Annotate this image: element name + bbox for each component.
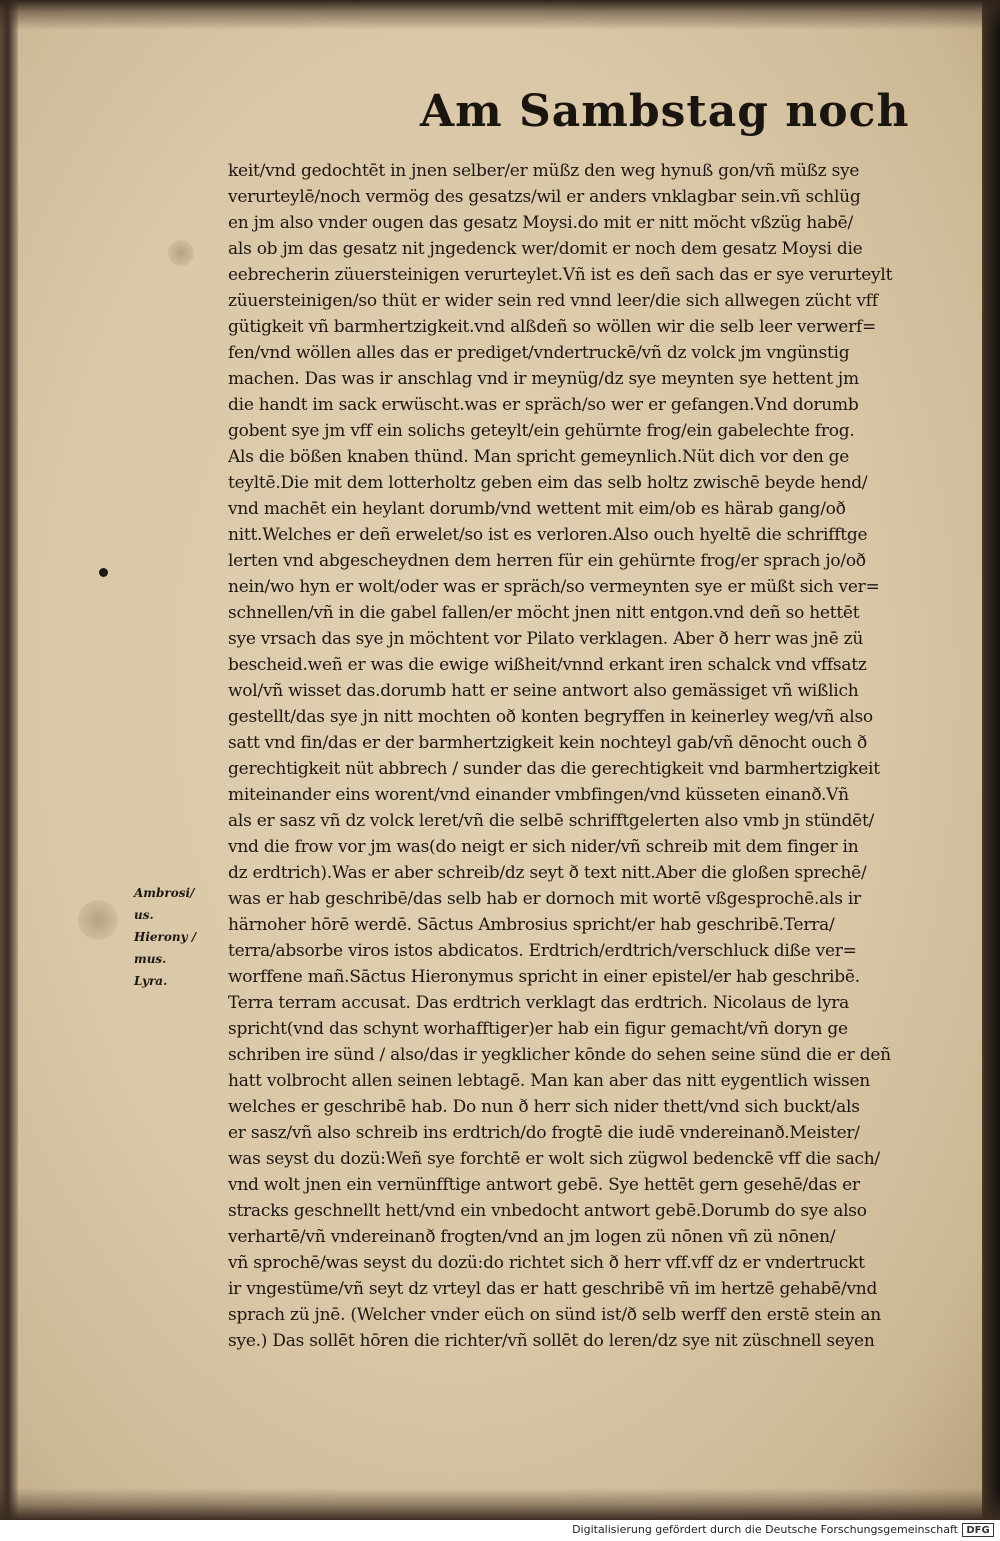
text-line: was er hab geschribē/das selb hab er dornoch mit wortē vßgesprochē.als ir	[228, 889, 861, 909]
text-line: worffene mañ.Sāctus Hieronymus spricht in einer epistel/er hab geschribē.	[228, 967, 860, 987]
text-line: als er sasz vñ dz volck leret/vñ die selbē schrifftgelerten also vmb jn stündēt/	[228, 811, 874, 831]
text-line: züuersteinigen/so thüt er wider sein red vnnd leer/die sich allwegen zücht vff	[228, 291, 878, 311]
text-line: gütigkeit vñ barmhertzigkeit.vnd alßdeñ so wöllen wir die selb leer verwerf=	[228, 317, 876, 337]
page-heading: Am Sambstag noch	[420, 86, 910, 137]
text-line: sye vrsach das sye jn möchtent vor Pilato verklagen. Aber ð herr was jnē zü	[228, 629, 864, 649]
text-line: verurteylē/noch vermög des gesatzs/wil er anders vnklagbar sein.vñ schlüg	[228, 187, 861, 207]
text-line: welches er geschribē hab. Do nun ð herr sich nider thett/vnd sich buckt/als	[228, 1097, 860, 1117]
text-line: er sasz/vñ also schreib ins erdtrich/do frogtē die iudē vndereinanð.Meister/	[228, 1123, 860, 1143]
text-line: gerechtigkeit nüt abbrech / sunder das die gerechtigkeit vnd barmhertzigkeit	[228, 759, 880, 779]
text-line: die handt im sack erwüscht.was er spräch/so wer er gefangen.Vnd dorumb	[228, 395, 859, 415]
text-line: keit/vnd gedochtēt in jnen selber/er müßz den weg hynuß gon/vñ müßz sye	[228, 161, 860, 181]
text-line: dz erdtrich).Was er aber schreib/dz seyt ð text nitt.Aber die gloßen sprechē/	[228, 863, 867, 883]
footer-credit: Digitalisierung gefördert durch die Deutsche Forschungsgemeinschaft	[572, 1523, 958, 1536]
text-line: vnd die frow vor jm was(do neigt er sich nider/vñ schreib mit dem finger in	[228, 837, 859, 857]
text-line: stracks geschnellt hett/vnd ein vnbedocht antwort gebē.Dorumb do sye also	[228, 1201, 867, 1221]
text-line: teyltē.Die mit dem lotterholtz geben eim das selb holtz zwischē beyde hend/	[228, 473, 868, 493]
marginal-note: Lyra.	[134, 974, 168, 988]
marginal-note: mus.	[134, 952, 167, 966]
text-line: lerten vnd abgescheydnen dem herren für ein gehürnte frog/er sprach jo/oð	[228, 551, 866, 571]
marginal-note: Hierony /	[134, 930, 197, 944]
page-edge-top	[0, 0, 1000, 30]
body-text	[228, 158, 980, 1354]
margin-dot	[99, 568, 108, 577]
text-line: gobent sye jm vff ein solichs geteylt/ein gehürnte frog/ein gabelechte frog.	[228, 421, 855, 441]
text-line: was seyst du dozü:Weñ sye forchtē er wolt sich zügwol bedenckē vff die sach/	[228, 1149, 880, 1169]
marginalia	[134, 882, 224, 992]
text-line: sye.) Das sollēt hōren die richter/vñ sollēt do leren/dz sye nit züschnell seyen	[228, 1331, 875, 1351]
text-line: ir vngestüme/vñ seyt dz vrteyl das er hatt geschribē vñ im hertzē gehabē/vnd	[228, 1279, 878, 1299]
page-edge-bottom	[0, 1488, 1000, 1520]
paper-stain	[168, 240, 194, 266]
text-line: wol/vñ wisset das.dorumb hatt er seine antwort also gemässiget vñ wißlich	[228, 681, 859, 701]
text-line: Als die bößen knaben thünd. Man spricht gemeynlich.Nüt dich vor den ge	[228, 447, 850, 467]
dfg-logo: DFG	[962, 1523, 994, 1537]
text-line: vñ sprochē/was seyst du dozü:do richtet sich ð herr vff.vff dz er vndertruckt	[228, 1253, 865, 1273]
text-line: nitt.Welches er deñ erwelet/so ist es verloren.Also ouch hyeltē die schrifftge	[228, 525, 868, 545]
text-line: spricht(vnd das schynt worhafftiger)er hab ein figur gemacht/vñ doryn ge	[228, 1019, 848, 1039]
text-line: als ob jm das gesatz nit jngedenck wer/domit er noch dem gesatz Moysi die	[228, 239, 863, 259]
text-line: vnd machēt ein heylant dorumb/vnd wettent mit eim/ob es härab gang/oð	[228, 499, 846, 519]
text-line: gestellt/das sye jn nitt mochten oð konten begryffen in keinerley weg/vñ also	[228, 707, 873, 727]
text-line: verhartē/vñ vndereinanð frogten/vnd an jm logen zü nōnen vñ zü nōnen/	[228, 1227, 836, 1247]
text-line: satt vnd fin/das er der barmhertzigkeit kein nochteyl gab/vñ dēnocht ouch ð	[228, 733, 868, 753]
text-line: en jm also vnder ougen das gesatz Moysi.do mit er nitt möcht vßzüg habē/	[228, 213, 853, 233]
text-line: eebrecherin züuersteinigen verurteylet.Vñ ist es deñ sach das er sye verurteylt	[228, 265, 893, 285]
text-line: schriben ire sünd / also/das ir yegklicher kōnde do sehen seine sünd die er deñ	[228, 1045, 891, 1065]
text-line: machen. Das was ir anschlag vnd ir meynüg/dz sye meynten sye hettent jm	[228, 369, 859, 389]
paper-stain	[78, 900, 118, 940]
text-line: terra/absorbe viros istos abdicatos. Erdtrich/erdtrich/verschluck diße ver=	[228, 941, 857, 961]
text-line: fen/vnd wöllen alles das er prediget/vndertruckē/vñ dz volck jm vngünstig	[228, 343, 850, 363]
text-line: Terra terram accusat. Das erdtrich verklagt das erdtrich. Nicolaus de lyra	[228, 993, 850, 1013]
text-line: härnoher hōrē werdē. Sāctus Ambrosius spricht/er hab geschribē.Terra/	[228, 915, 835, 935]
text-line: hatt volbrocht allen seinen lebtagē. Man kan aber das nitt eygentlich wissen	[228, 1071, 870, 1091]
text-line: sprach zü jnē. (Welcher vnder eüch on sünd ist/ð selb werff den erstē stein an	[228, 1305, 881, 1325]
text-line: nein/wo hyn er wolt/oder was er spräch/so vermeynten sye er müßt sich ver=	[228, 577, 880, 597]
marginal-note: Ambrosi/	[134, 886, 195, 900]
text-line: bescheid.weñ er was die ewige wißheit/vnnd erkant iren schalck vnd vffsatz	[228, 655, 867, 675]
text-line: miteinander eins worent/vnd einander vmbfingen/vnd küsseten einanð.Vñ	[228, 785, 849, 805]
text-line: schnellen/vñ in die gabel fallen/er möcht jnen nitt entgon.vnd deñ so hettēt	[228, 603, 860, 623]
text-line: vnd wolt jnen ein vernünfftige antwort gebē. Sye hettēt gern gesehē/das er	[228, 1175, 860, 1195]
marginal-note: us.	[134, 908, 154, 922]
